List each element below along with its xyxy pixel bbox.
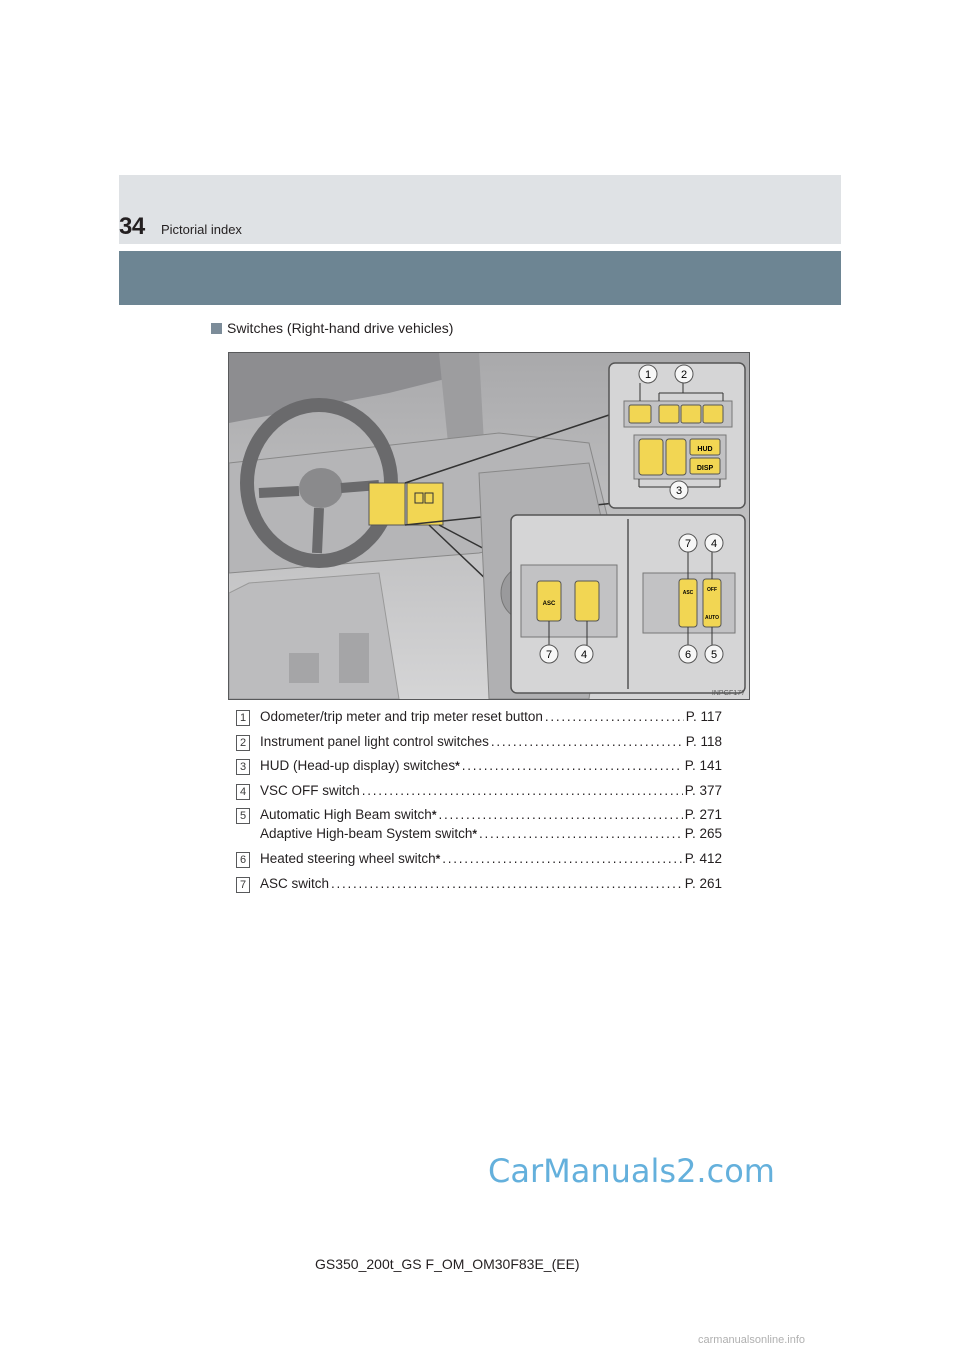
hud-adjust-switch xyxy=(666,439,686,475)
item-label: Instrument panel light control switches xyxy=(260,733,489,749)
disp-switch-label: DISP xyxy=(696,465,714,472)
list-item xyxy=(236,708,722,733)
footer-doc-code: GS350_200t_GS F_OM_OM30F83E_(EE) xyxy=(315,1256,580,1272)
leader-dots xyxy=(362,783,683,798)
switches-illustration xyxy=(228,352,750,700)
switch-list xyxy=(236,708,722,899)
item-number: 4 xyxy=(236,784,250,800)
asc-switch-label: ASC xyxy=(542,601,556,607)
callout-number: 6 xyxy=(684,649,692,661)
off-label: OFF xyxy=(707,587,717,593)
panel-light-down-button xyxy=(659,405,679,423)
cockpit-drawing xyxy=(229,353,749,699)
item-number: 7 xyxy=(236,877,250,893)
callout-number: 4 xyxy=(710,538,718,550)
callout-number: 5 xyxy=(710,649,718,661)
watermark-main: CarManuals2.com xyxy=(488,1152,775,1190)
list-item: 3 HUD (Head-up display) switches * . . . P. 141 xyxy=(236,757,722,782)
item-label: VSC OFF switch xyxy=(260,782,360,798)
subheading-text: Switches (Right-hand drive vehicles) xyxy=(227,320,454,336)
item-label: Odometer/trip meter and trip meter reset button xyxy=(260,709,543,724)
image-code: INPGF177 xyxy=(711,690,745,697)
leader-dots xyxy=(439,807,683,822)
panel-light-up-button xyxy=(703,405,723,423)
leader-dots xyxy=(331,876,683,891)
subheading xyxy=(211,320,453,336)
item-label: Adaptive High-beam System switch xyxy=(260,826,473,841)
header-band-dark xyxy=(119,251,841,305)
dash-switch-highlight-right xyxy=(407,483,443,525)
item-number: 2 xyxy=(236,735,250,751)
item-label: HUD (Head-up display) switches xyxy=(260,758,456,773)
auto-label: AUTO xyxy=(704,615,720,621)
callout-number: 2 xyxy=(680,369,688,381)
asc-heated-switch xyxy=(679,579,697,627)
item-number: 1 xyxy=(236,710,250,726)
callout-number: 7 xyxy=(684,538,692,550)
leader-dots xyxy=(479,826,683,841)
leader-dots xyxy=(545,709,684,724)
item-page-ref[interactable]: P. 271 xyxy=(684,807,722,822)
item-number: 3 xyxy=(236,759,250,775)
pedal-shape xyxy=(289,653,319,683)
list-item xyxy=(236,782,722,807)
item-label: Automatic High Beam switch xyxy=(260,807,432,822)
switch-panel-left xyxy=(521,565,617,637)
asc-right-label: ASC xyxy=(682,590,694,596)
item-page-ref[interactable]: P. 377 xyxy=(684,782,722,798)
pedal-shape xyxy=(339,633,369,683)
hud-updown-switch xyxy=(639,439,663,475)
steering-hub-icon xyxy=(299,468,343,508)
odometer-reset-button xyxy=(629,405,651,423)
item-page-ref[interactable]: P. 141 xyxy=(684,758,722,773)
section-title: Pictorial index xyxy=(161,222,242,237)
page-number: 34 xyxy=(119,213,145,240)
item-page-ref[interactable]: P. 265 xyxy=(684,826,722,841)
item-page-ref[interactable]: P. 412 xyxy=(684,851,722,866)
vsc-off-switch xyxy=(575,581,599,621)
list-item xyxy=(236,733,722,758)
hud-switch-label: HUD xyxy=(697,446,713,453)
item-page-ref[interactable]: P. 117 xyxy=(685,709,722,724)
callout-number: 1 xyxy=(644,369,652,381)
item-number: 6 xyxy=(236,852,250,868)
callout-number: 3 xyxy=(675,485,683,497)
dash-switch-highlight-left xyxy=(369,483,405,525)
leader-dots xyxy=(442,851,682,866)
list-item: 5 Automatic High Beam switch * . . . P. 271 Adaptive High-beam System switch * . . . P. 265 xyxy=(236,806,722,850)
panel-light-mid-button xyxy=(681,405,701,423)
list-item: 6 Heated steering wheel switch * . . . P. 412 xyxy=(236,850,722,875)
square-bullet-icon xyxy=(211,323,222,334)
callout-number: 7 xyxy=(545,649,553,661)
item-label: ASC switch xyxy=(260,875,330,891)
list-item xyxy=(236,875,722,900)
watermark-small: carmanualsonline.info xyxy=(698,1334,806,1346)
item-page-ref[interactable]: P. 261 xyxy=(684,875,722,891)
leader-dots xyxy=(491,734,684,749)
item-label: Heated steering wheel switch xyxy=(260,851,436,866)
item-page-ref[interactable]: P. 118 xyxy=(685,733,722,749)
item-number: 5 xyxy=(236,808,250,824)
callout-number: 4 xyxy=(580,649,588,661)
leader-dots xyxy=(462,758,683,773)
